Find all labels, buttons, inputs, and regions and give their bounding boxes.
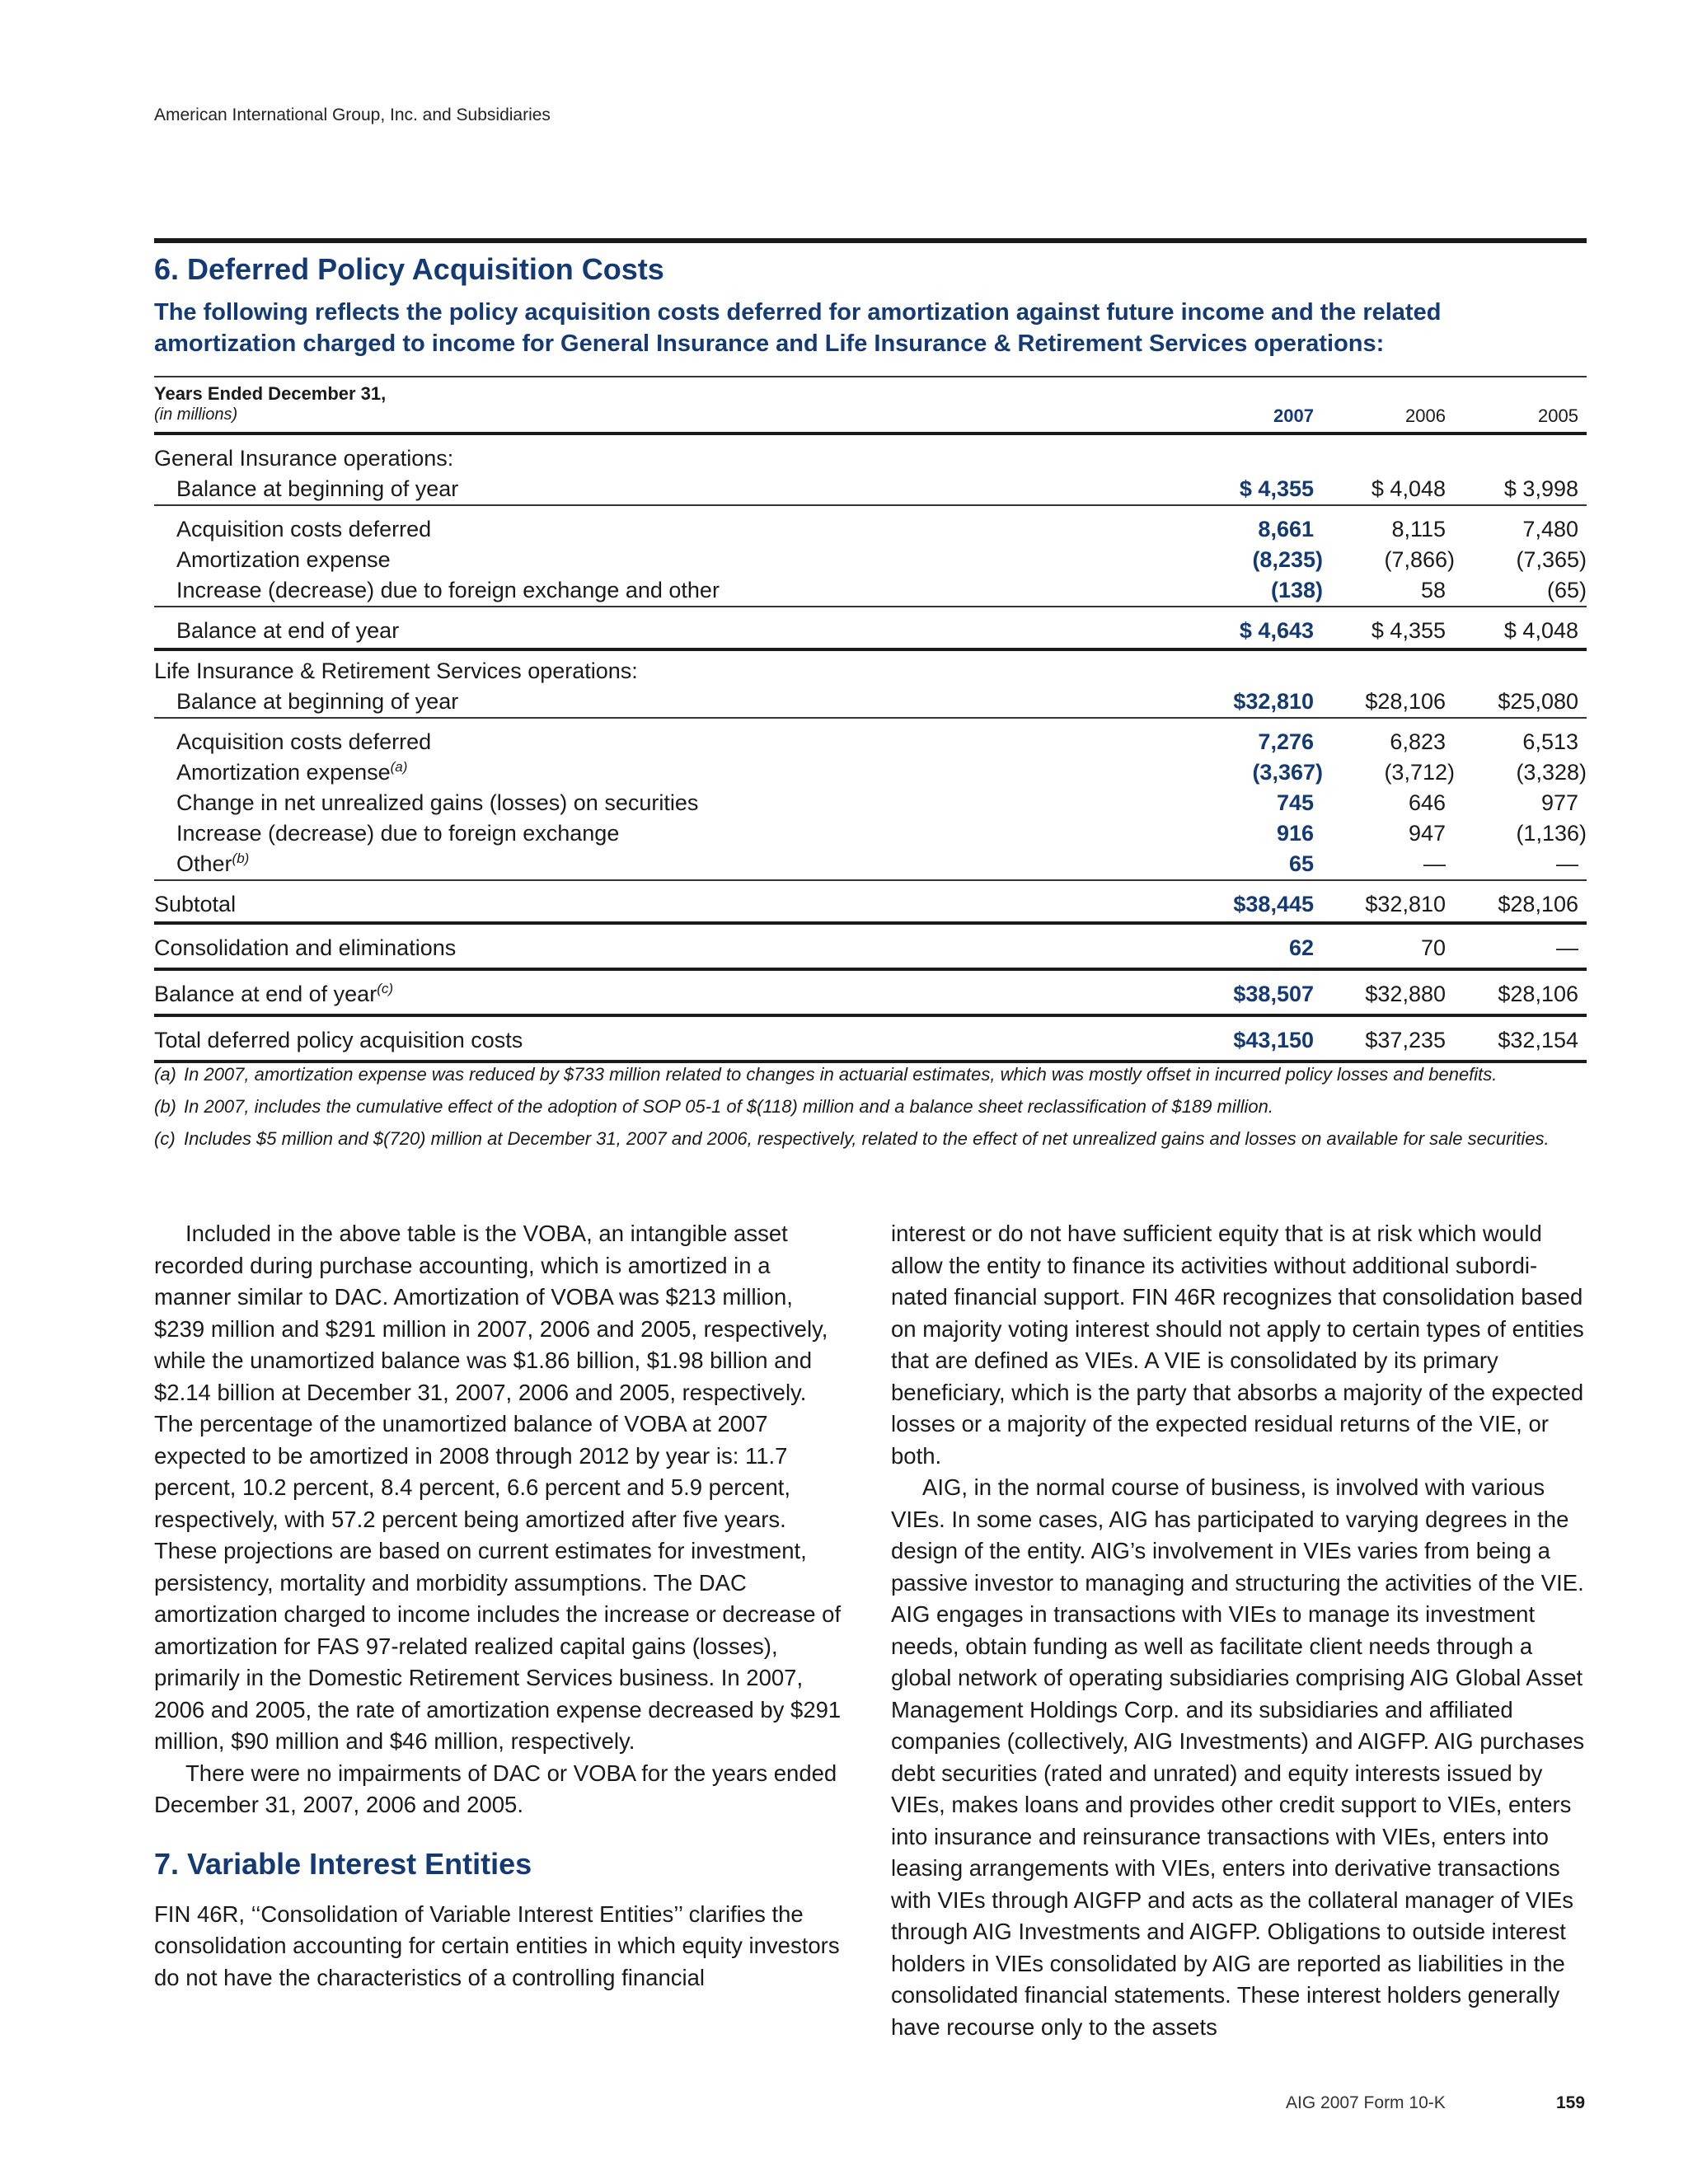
table-row [154, 818, 1587, 849]
footnote-text: Includes $5 million and $(720) million at December 31, 2007 and 2006, respectively, related to the effect of net unrealized gains and losses on available for sale securities. [184, 1128, 1550, 1149]
cell-2005: $28,106 [1498, 892, 1578, 916]
cell-2007: 8,661 [1258, 517, 1314, 541]
table-row [154, 575, 1587, 607]
table-row [154, 514, 1587, 545]
row-label [176, 849, 249, 879]
row-label: Amortization expense [176, 547, 391, 572]
cell-2005: $ 3,998 [1503, 476, 1578, 501]
year-2005: 2005 [1538, 405, 1578, 426]
row-label: Increase (decrease) due to foreign exchange and other [176, 578, 720, 602]
cell-2007: (8,235) [1252, 547, 1323, 572]
year-2006: 2006 [1405, 405, 1446, 426]
table-row [154, 757, 1587, 788]
footnote-ref: (c) [377, 981, 394, 996]
footnote-ref: (b) [232, 851, 250, 866]
cell-2006: (3,712) [1384, 760, 1455, 785]
row-label [154, 979, 393, 1010]
table-header [154, 376, 1587, 435]
row-label: Balance at end of year [176, 618, 400, 643]
cell-2005: $32,154 [1498, 1028, 1578, 1052]
table-row [154, 687, 1587, 719]
section-7-title: 7. Variable Interest Entities [154, 1846, 532, 1881]
cell-2005: $28,106 [1498, 982, 1578, 1006]
cell-2007: 7,276 [1258, 729, 1314, 754]
row-label-text: Amortization expense [176, 760, 391, 785]
section-6-intro: The following reflects the policy acquisition costs deferred for amortization against future income and the related amortization charged to income for General Insurance and Life Insurance & Retirement Services operations: [154, 299, 1442, 357]
company-header: American International Group, Inc. and Subsidiaries [154, 105, 551, 124]
cell-2005: $25,080 [1498, 689, 1578, 714]
body-column-left [154, 1218, 846, 1994]
cell-2007: $38,507 [1233, 982, 1314, 1006]
cell-2006: 8,115 [1391, 517, 1446, 541]
section-6-title: 6. Deferred Policy Acquisition Costs [154, 252, 664, 286]
cell-2007: (3,367) [1252, 760, 1323, 785]
paragraph: AIG, in the normal course of business, is involved with various VIEs. In some cases, AIG has participated to varying degrees in the design of the entity. AIG’s involvement in VIEs varies from being a passive investor to managing and structuring the activities of the VIE. AIG engages in transactions with VIEs to manage its investment needs, obtain funding as well as facilitate client needs through a global network of operating subsidiaries comprising AIG Global Asset Management Holdings Corp. and its subsidiaries and affiliated companies (collectively, AIG Investments) and AIGFP. AIG purchases debt securities (rated and unrated) and equity interests issued by VIEs, makes loans and provides other credit support to VIEs, enters into insurance and reinsurance transactions with VIEs, enters into leasing arrangements with VIEs, enters into derivative transactions with VIEs through AIGFP and acts as the collateral manager of VIEs through AIG Investments and AIGFP. Obligations to outside interest holders in VIEs consolidated by AIG are reported as liabilities in the consolidated financial statements. These interest holders generally have recourse only to the assets [891, 1474, 1585, 2040]
cell-2007: (138) [1270, 578, 1323, 602]
cell-2006: 70 [1420, 935, 1446, 960]
paragraph: Included in the above table is the VOBA, an intangible asset recorded during purchase accounting, which is amortized in a manner similar to DAC. Amortization of VOBA was $213 million, $239 million and $291 million in 2007, 2006 and 2005, respectively, while the unamortized balance was $1.86 billion, $1.98 billion and $2.14 billion at December 31, 2007, 2006 and 2005, respectively. The percentage of the unamortized balance of VOBA at 2007 expected to be amortized in 2008 through 2012 by year is: 11.7 percent, 10.2 percent, 8.4 percent, 6.6 percent and 5.9 percent, respectively, with 57.2 percent being amortized after five years. These projections are based on current estimates for investment, persistency, mortality and morbidity assumptions. The DAC amortization charged to income includes the increase or decrease of amortization for FAS 97-related realized capital gains (losses), primarily in the Domestic Retirement Services business. In 2007, 2006 and 2005, the rate of amortization expense decreased by $291 million, $90 million and $46 million, respectively. [154, 1221, 842, 1754]
table-row [154, 727, 1587, 757]
cell-2007: 916 [1276, 821, 1314, 846]
footnote-a [154, 1063, 1587, 1085]
footnote-mark: (c) [154, 1128, 176, 1149]
cell-2007: $43,150 [1233, 1028, 1314, 1052]
cell-2006: 6,823 [1390, 729, 1446, 754]
table-row [154, 607, 1587, 651]
table-row [154, 1017, 1587, 1063]
table-row [154, 925, 1587, 971]
cell-2005: — [1556, 935, 1578, 960]
row-label: Balance at beginning of year [176, 689, 459, 714]
cell-2005: (3,328) [1516, 760, 1587, 785]
footnotes [154, 1063, 1587, 1160]
cell-2006: $37,235 [1365, 1028, 1446, 1052]
cell-2006: $32,880 [1365, 982, 1446, 1006]
cell-2006: 58 [1420, 578, 1446, 602]
cell-2006: $32,810 [1365, 892, 1446, 916]
row-label: Subtotal [154, 892, 237, 916]
row-label: Increase (decrease) due to foreign exchange [176, 821, 620, 846]
row-label: Acquisition costs deferred [176, 729, 432, 754]
row-label-text: Other [176, 851, 232, 876]
header-sublabel: (in millions) [154, 405, 238, 424]
table-row [154, 881, 1587, 925]
cell-2007: $ 4,643 [1239, 618, 1314, 643]
cell-2006: — [1423, 851, 1446, 876]
cell-2005: 977 [1540, 790, 1578, 815]
cell-2005: $ 4,048 [1503, 618, 1578, 643]
row-label: Change in net unrealized gains (losses) on securities [176, 790, 699, 815]
page-number: 159 [1556, 2093, 1586, 2112]
footnote-mark: (a) [154, 1064, 176, 1085]
paragraph: There were no impairments of DAC or VOBA for the years ended December 31, 2007, 2006 and 2005. [154, 1760, 837, 1817]
cell-2007: $38,445 [1233, 892, 1314, 916]
paragraph: FIN 46R, ‘‘Consolidation of Variable Interest Entities’’ clarifies the consolidation accounting for certain entities in which equity investors do not have the characteristics of a controlling financial [154, 1900, 840, 1990]
table-row [154, 788, 1587, 818]
row-label: Total deferred policy acquisition costs [154, 1028, 523, 1052]
header-label: Years Ended December 31, [154, 383, 387, 404]
cell-2006: (7,866) [1384, 547, 1455, 572]
dac-table [154, 376, 1587, 1063]
row-label [176, 757, 407, 788]
cell-2007: 65 [1288, 851, 1314, 876]
top-rule [154, 238, 1587, 243]
row-label-text: Balance at end of year [154, 982, 377, 1006]
cell-2005: — [1556, 851, 1578, 876]
table-row [154, 971, 1587, 1017]
table-row [154, 545, 1587, 575]
table-row [154, 474, 1587, 506]
cell-2006: $ 4,355 [1371, 618, 1446, 643]
footnote-c [154, 1127, 1587, 1150]
section-title-life [154, 656, 1587, 687]
body-column-right [891, 1218, 1587, 2043]
cell-2007: 745 [1276, 790, 1314, 815]
row-label: Life Insurance & Retirement Services operations: [154, 658, 638, 683]
cell-2007: $ 4,355 [1239, 476, 1314, 501]
cell-2006: 646 [1408, 790, 1446, 815]
cell-2005: 6,513 [1522, 729, 1578, 754]
cell-2007: 62 [1288, 935, 1314, 960]
section-title-general [154, 443, 1587, 474]
cell-2005: (1,136) [1516, 821, 1587, 846]
cell-2005: (7,365) [1516, 547, 1587, 572]
footer-label: AIG 2007 Form 10-K [1286, 2093, 1446, 2112]
row-label: Consolidation and eliminations [154, 935, 457, 960]
cell-2005: 7,480 [1522, 517, 1578, 541]
cell-2005: (65) [1546, 578, 1587, 602]
table-row [154, 849, 1587, 881]
cell-2006: $28,106 [1365, 689, 1446, 714]
row-label: General Insurance operations: [154, 446, 454, 471]
paragraph: interest or do not have sufficient equity that is at risk which would allow the entity to finance its activities without additional subordi-nated financial support. FIN 46R recognizes that consolidation based on majority voting interest should not apply to certain types of entities that are defined as VIEs. A VIE is consolidated by its primary beneficiary, which is the party that absorbs a majority of the expected losses or a majority of the expected residual returns of the VIE, or both. [891, 1221, 1584, 1469]
row-label: Balance at beginning of year [176, 476, 459, 501]
cell-2006: 947 [1408, 821, 1446, 846]
footnote-text: In 2007, amortization expense was reduced by $733 million related to changes in actuarial estimates, which was mostly offset in incurred policy losses and benefits. [184, 1064, 1498, 1085]
year-2007: 2007 [1273, 405, 1314, 426]
footnote-b [154, 1095, 1587, 1118]
footnote-text: In 2007, includes the cumulative effect of the adoption of SOP 05-1 of $(118) million and a balance sheet reclassification of $189 million. [184, 1096, 1274, 1117]
footnote-mark: (b) [154, 1096, 176, 1117]
row-label: Acquisition costs deferred [176, 517, 432, 541]
cell-2007: $32,810 [1233, 689, 1314, 714]
cell-2006: $ 4,048 [1371, 476, 1446, 501]
footnote-ref: (a) [390, 759, 408, 775]
